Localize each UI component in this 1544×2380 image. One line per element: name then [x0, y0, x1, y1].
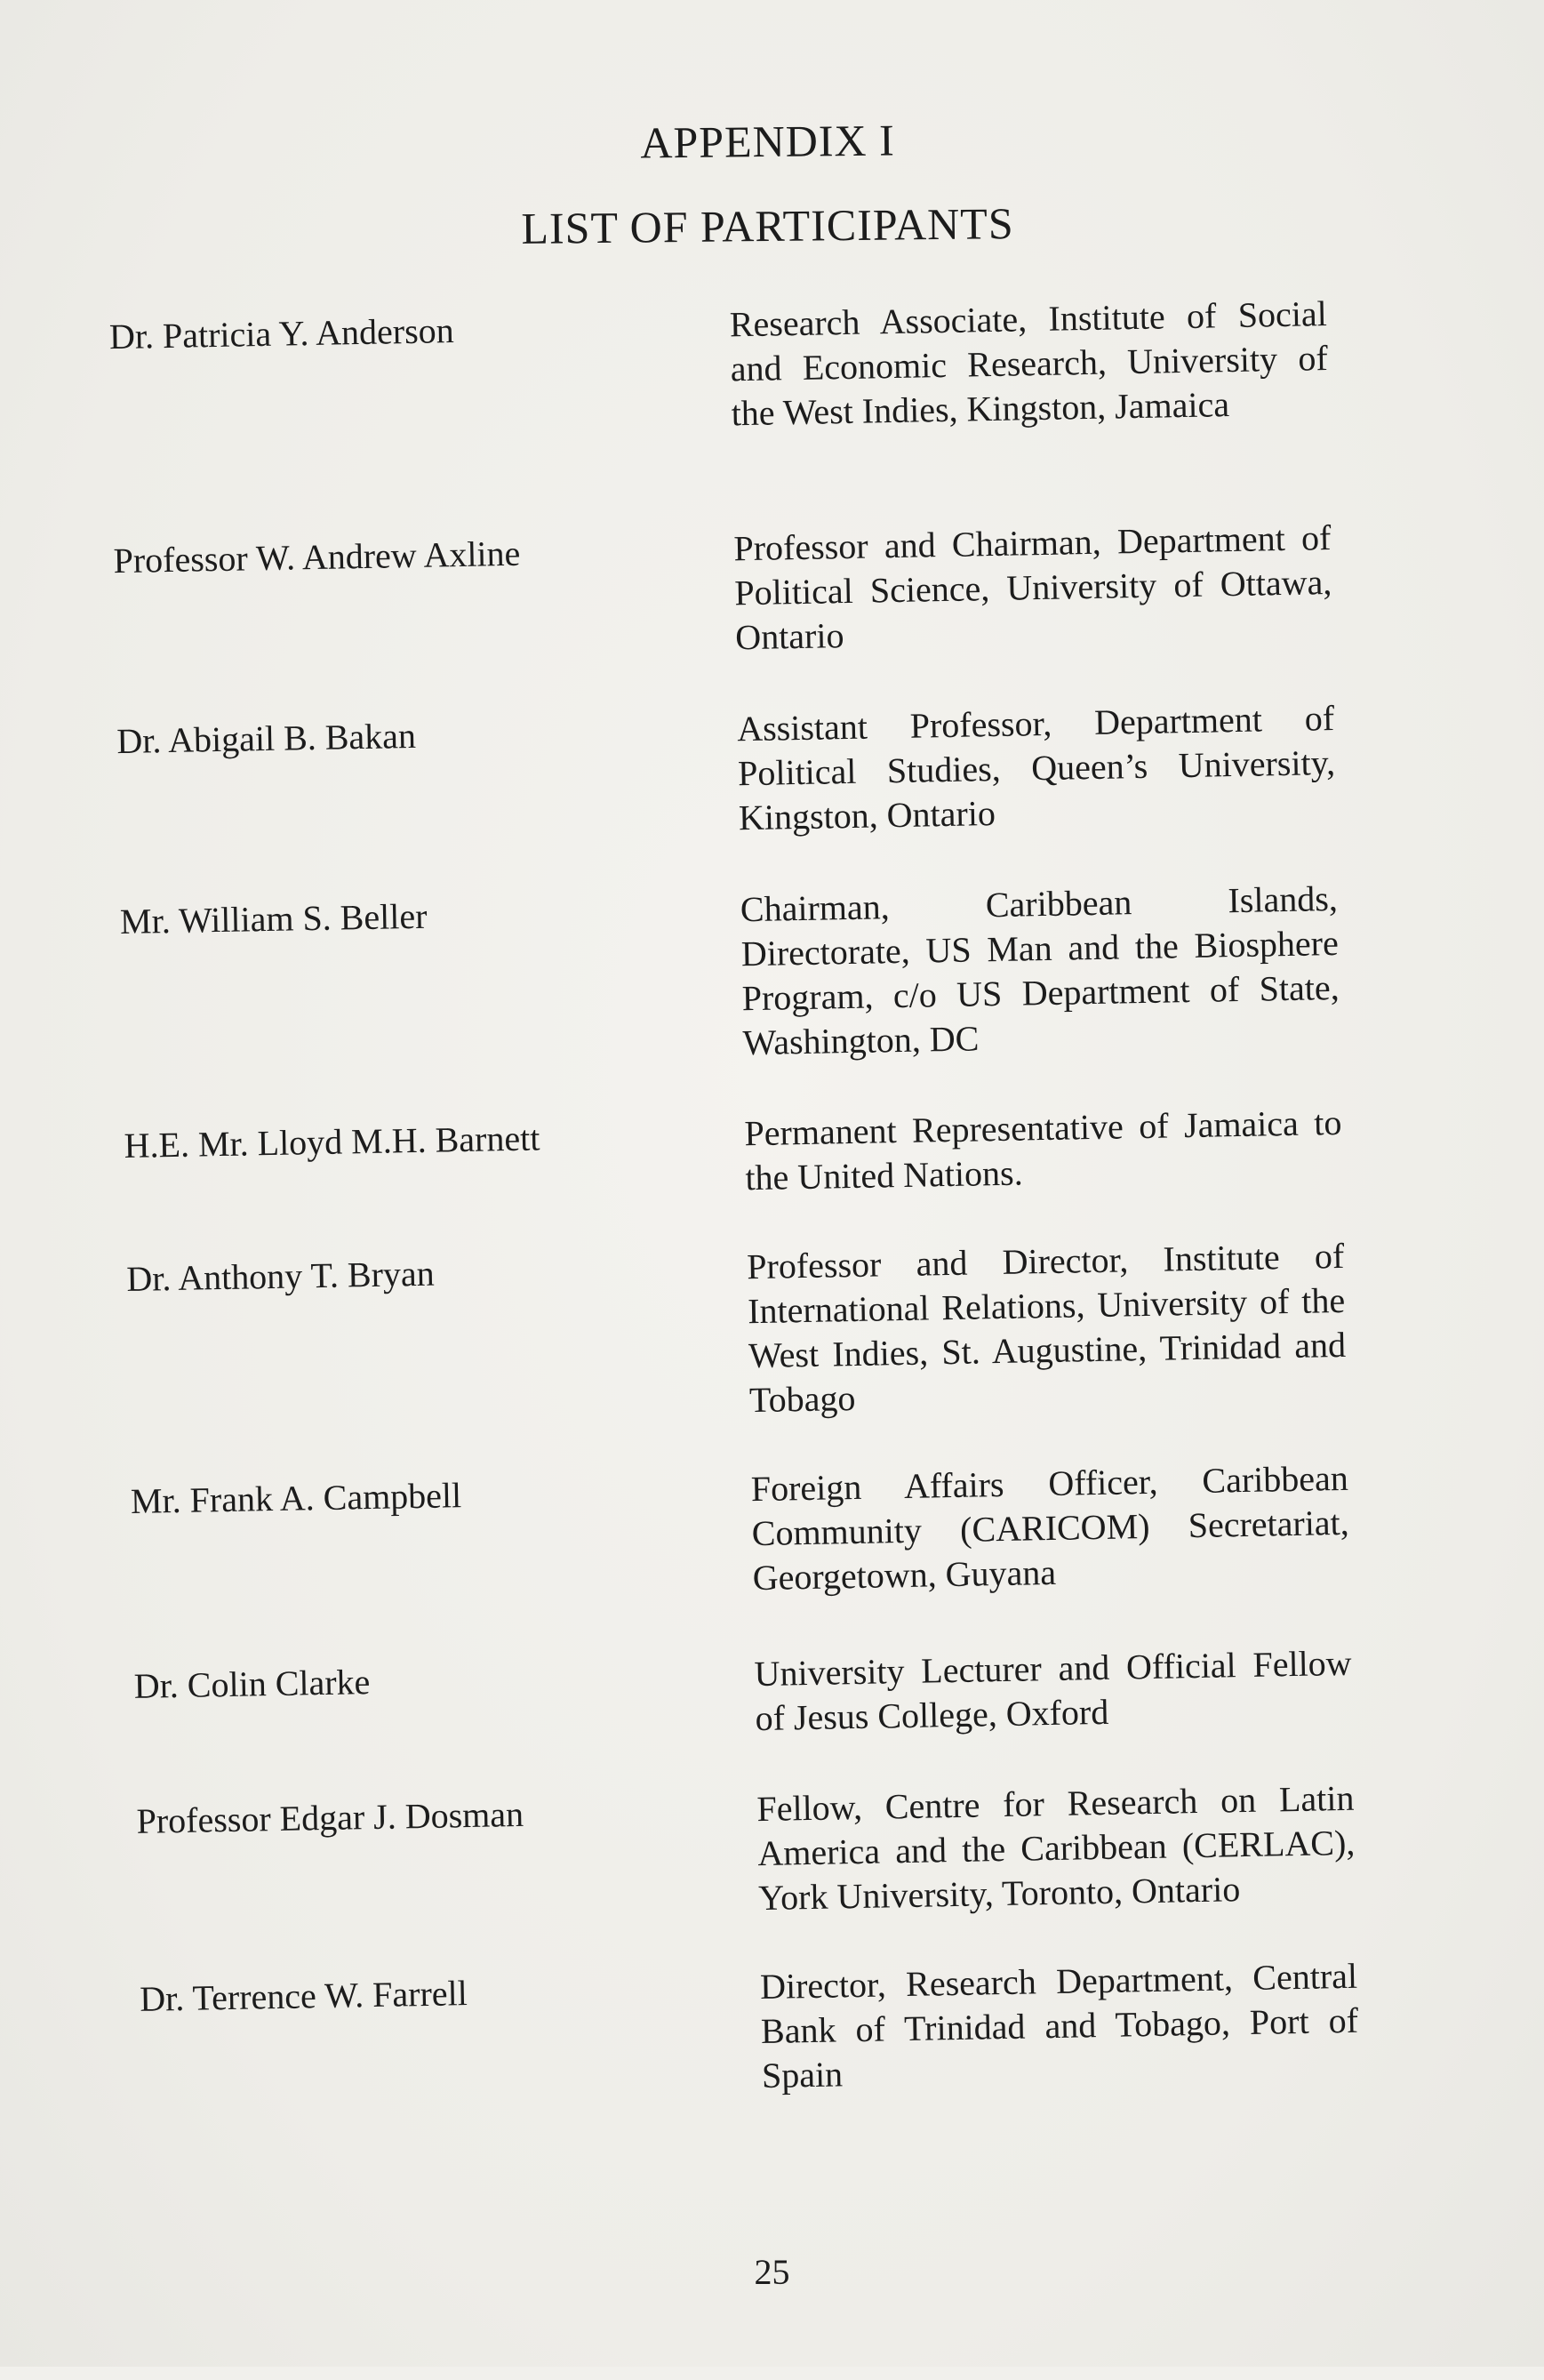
- participant-name: Dr. Anthony T. Bryan: [126, 1253, 436, 1299]
- participant-affiliation: Chairman, Caribbean Islands, Directorate, US Man and the Biosphere Program, c/o US Department of State, Washington, DC: [740, 877, 1340, 1063]
- participant-affiliation: Research Associate, Institute of Social and Economic Research, University of the West Indies, Kingston, Jamaica: [729, 293, 1329, 434]
- participant-row: [0, 873, 1539, 1063]
- participant-affiliation: University Lecturer and Official Fellow of Jesus College, Oxford: [754, 1642, 1352, 1739]
- participant-name: Dr. Terrence W. Farrell: [139, 1973, 468, 2019]
- page-number: 25: [754, 2252, 790, 2292]
- participant-row: [0, 693, 1536, 838]
- participant-row: [0, 288, 1528, 434]
- participant-name: Mr. William S. Beller: [119, 895, 428, 942]
- participant-name: Mr. Frank A. Campbell: [130, 1475, 462, 1521]
- page-title: LIST OF PARTICIPANTS: [521, 198, 1014, 253]
- participant-name: Professor Edgar J. Dosman: [136, 1793, 524, 1841]
- participant-row: [0, 512, 1532, 658]
- participant-row: [0, 1097, 1543, 1198]
- participant-row: [2, 1230, 1544, 1421]
- participant-name: Dr. Colin Clarke: [133, 1662, 371, 1706]
- participant-name: H.E. Mr. Lloyd M.H. Barnett: [124, 1118, 540, 1166]
- participant-row: [15, 1951, 1544, 2096]
- participant-row: [12, 1773, 1544, 1919]
- participant-affiliation: Permanent Representative of Jamaica to the United Nations.: [744, 1102, 1342, 1198]
- appendix-heading: APPENDIX I: [640, 115, 895, 168]
- participant-row: [6, 1453, 1544, 1599]
- participant-affiliation: Professor and Director, Institute of International Relations, University of the West Indies, St. Augustine, Trinidad and Tobago: [746, 1235, 1347, 1421]
- participant-affiliation: Director, Research Department, Central Bank of Trinidad and Tobago, Port of Spain: [759, 1955, 1359, 2096]
- participant-name: Dr. Patricia Y. Anderson: [108, 310, 455, 357]
- participant-affiliation: Professor and Chairman, Department of Political Science, University of Ottawa, Ontario: [733, 517, 1332, 658]
- participant-row: [9, 1638, 1544, 1739]
- participant-name: Professor W. Andrew Axline: [113, 533, 521, 581]
- participant-affiliation: Assistant Professor, Department of Political Studies, Queen’s University, Kingston, Ontario: [736, 697, 1336, 838]
- participant-name: Dr. Abigail B. Bakan: [116, 715, 417, 762]
- participant-affiliation: Foreign Affairs Officer, Caribbean Community (CARICOM) Secretariat, Georgetown, Guyana: [750, 1457, 1350, 1599]
- participant-affiliation: Fellow, Centre for Research on Latin America and the Caribbean (CERLAC), York University, Toronto, Ontario: [756, 1777, 1356, 1919]
